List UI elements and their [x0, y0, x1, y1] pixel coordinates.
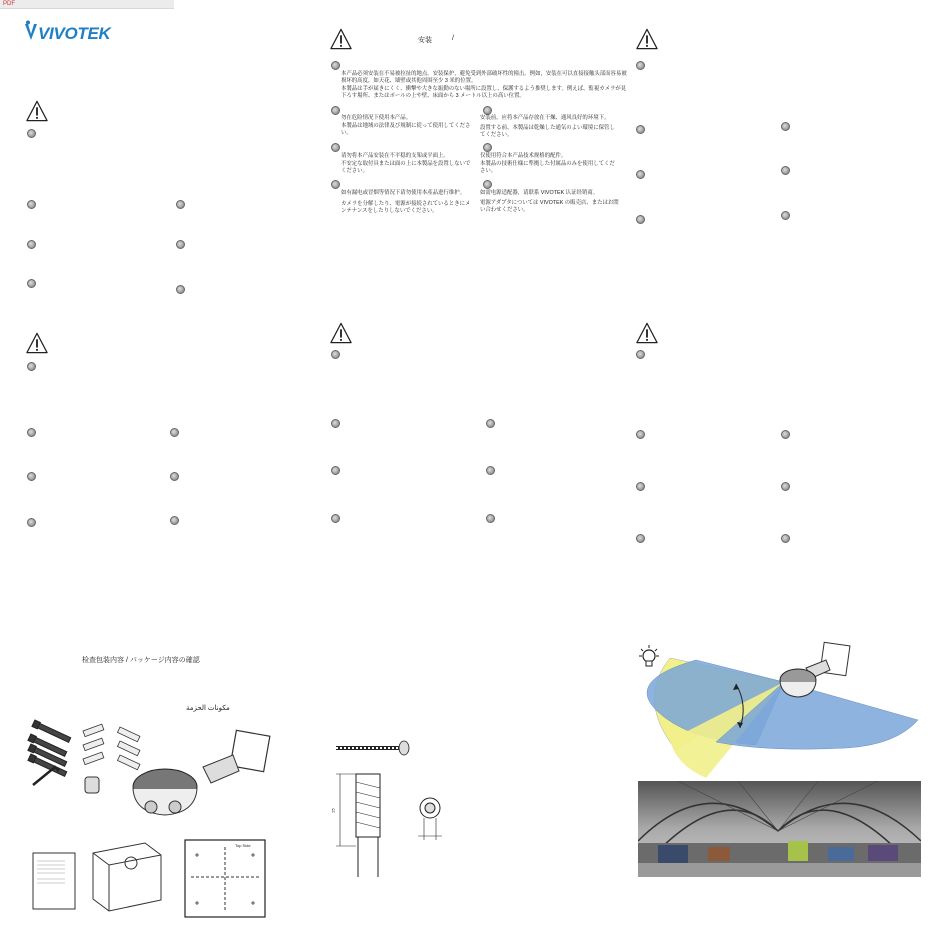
- safety-text-2: 本製品は手が届きにくく、衝撃や大きな振動のない場所に設置し、保護するよう推奨します。例えば、監視カメラが見下ろす場所、またはポールの上や壁、床面から 3 メートル以上の高い位置。: [341, 86, 627, 99]
- bullet-icon: [170, 428, 179, 437]
- bullet-icon: [331, 419, 340, 428]
- field-of-view-diagram: [636, 640, 926, 780]
- safety-text-12: 本製品の技術仕様に準拠した付属品のみを使用してください。: [480, 161, 615, 174]
- bullet-icon: [486, 419, 495, 428]
- safety-text-13: 如需电源适配器，请联系 VIVOTEK 认证经销商。: [480, 190, 599, 196]
- template-label: Top Side: [235, 843, 251, 848]
- warning-triangle-icon: [26, 332, 48, 354]
- safety-text-8: カメラを分解したり、電源が接続されているときにメンテナンスをしたりしないでください。: [341, 201, 471, 214]
- bullet-icon: [636, 61, 645, 70]
- bullet-icon: [170, 472, 179, 481]
- bullet-icon: [781, 166, 790, 175]
- package-title-ar: مكونات الحزمة: [186, 705, 230, 712]
- bullet-icon: [27, 240, 36, 249]
- safety-title: 安装: [418, 37, 432, 44]
- safety-text-1: 本产品必须安装在不易被拉扯的地点。安装保护，避免受到外部破坏性的撞击。例如，安装在可以直接接触头部而容易被损坏的高度，如天花、墙壁或其他周围至少 3 米的位置。: [341, 71, 627, 84]
- pdf-tab-bar: [0, 0, 174, 9]
- logo-text: VIVOTEK: [38, 24, 111, 43]
- bullet-icon: [27, 129, 36, 138]
- bullet-icon: [781, 211, 790, 220]
- bullet-icon: [636, 215, 645, 224]
- safety-text-9: 安装前，应将本产品存放在干燥、通风良好的环境下。: [480, 115, 610, 121]
- bullet-icon: [27, 362, 36, 371]
- pdf-icon: PDF: [3, 1, 15, 7]
- bullet-icon: [331, 514, 340, 523]
- bullet-icon: [331, 143, 340, 152]
- bullet-icon: [781, 482, 790, 491]
- bullet-icon: [331, 466, 340, 475]
- bullet-icon: [27, 472, 36, 481]
- safety-text-10: 設置する前、本製品は乾燥した通気のよい環境に保管してください。: [480, 125, 615, 138]
- safety-text-3: 勿在危险情况下使用本产品。: [341, 115, 412, 121]
- bullet-icon: [27, 518, 36, 527]
- warning-triangle-icon: [26, 100, 48, 122]
- safety-text-14: 電源アダプタについては VIVOTEK の販売店、またはお問い合わせください。: [480, 200, 619, 213]
- package-contents-illustration: [25, 715, 275, 920]
- warning-triangle-icon: [636, 28, 658, 50]
- bullet-icon: [27, 200, 36, 209]
- bullet-icon: [781, 122, 790, 131]
- bullet-icon: [176, 285, 185, 294]
- bullet-icon: [636, 170, 645, 179]
- bullet-icon: [176, 200, 185, 209]
- safety-text-5: 请勿将本产品安装在不平稳的支架或平面上。: [341, 153, 449, 159]
- bullet-icon: [781, 534, 790, 543]
- bullet-icon: [636, 430, 645, 439]
- safety-text-7: 如有漏电或冒烟等情况下请勿使用本產品进行维护。: [341, 190, 465, 196]
- warning-triangle-icon: [330, 28, 352, 50]
- bullet-icon: [636, 534, 645, 543]
- safety-text-4: 本製品は地域の法律及び規制に従って使用してください。: [341, 123, 471, 136]
- warning-triangle-icon: [330, 322, 352, 344]
- bullet-icon: [636, 482, 645, 491]
- safety-title-sep: /: [452, 35, 454, 42]
- bullet-icon: [27, 279, 36, 288]
- safety-text-6: 不安定な取付具または面の上に本製品を設置しないでください。: [341, 161, 471, 174]
- package-title-jp: 检查包装内容 / パッケージ内容の確認: [82, 657, 200, 664]
- bullet-icon: [331, 61, 340, 70]
- dimension-label: 25: [330, 808, 336, 813]
- bullet-icon: [483, 143, 492, 152]
- bullet-icon: [486, 514, 495, 523]
- bullet-icon: [331, 180, 340, 189]
- bullet-icon: [331, 106, 340, 115]
- bullet-icon: [176, 240, 185, 249]
- logo-mark-icon: [25, 20, 37, 42]
- bullet-icon: [27, 428, 36, 437]
- bullet-icon: [170, 516, 179, 525]
- airport-panorama-image: [638, 781, 921, 877]
- safety-text-11: 仅使用符合本产品技术规格的配件。: [480, 153, 567, 159]
- bullet-icon: [331, 350, 340, 359]
- bullet-icon: [636, 350, 645, 359]
- screw-dimension-drawing: [330, 732, 450, 882]
- warning-triangle-icon: [636, 322, 658, 344]
- bullet-icon: [636, 125, 645, 134]
- bullet-icon: [781, 430, 790, 439]
- bullet-icon: [483, 106, 492, 115]
- lightbulb-icon: [638, 644, 660, 670]
- bullet-icon: [486, 466, 495, 475]
- panorama-photo: [638, 781, 921, 877]
- bullet-icon: [483, 180, 492, 189]
